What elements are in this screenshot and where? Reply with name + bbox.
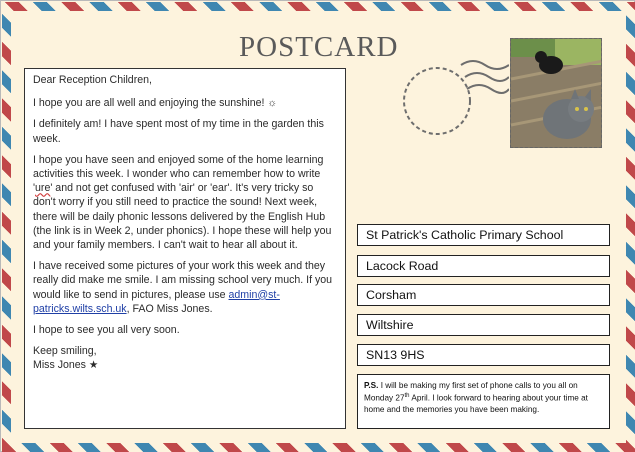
letter-greeting: Dear Reception Children, (33, 74, 152, 86)
letter-paragraph-2: I definitely am! I have spent most of my time in the garden this week. (33, 118, 324, 145)
ps-label: P.S. (364, 381, 379, 390)
letter-paragraph-1: I hope you are all well and enjoying the sunshine! ☼ (33, 97, 278, 110)
cats-photo-icon (511, 39, 602, 148)
address-line-street[interactable]: Lacock Road (357, 255, 610, 277)
ps-date-suffix: th (404, 393, 410, 400)
spelling-flag-ure: ure (35, 182, 51, 195)
ps-text-start: I will be making my first set of phone calls to you all on Monday 27 (364, 381, 578, 403)
letter-textbox[interactable] (24, 68, 346, 429)
postmark-icon (399, 45, 509, 145)
address-line-school[interactable]: St Patrick's Catholic Primary School (357, 224, 610, 246)
letter-paragraph-4-end: , FAO Miss Jones. (126, 302, 213, 315)
address-line-county[interactable]: Wiltshire (357, 314, 610, 336)
letter-signature: Miss Jones ★ (33, 359, 99, 372)
postcard-title: POSTCARD (239, 31, 399, 63)
ps-text-end: April. I look forward to hearing about your time at home and the memories you have been making. (364, 393, 588, 415)
letter-paragraph-3-start: I hope you have seen and enjoyed some of the home learning activities this week. I wonder who can remember how to write ' (33, 153, 324, 195)
letter-paragraph-5: I hope to see you all very soon. (33, 324, 180, 337)
letter-signoff: Keep smiling, (33, 345, 97, 358)
letter-paragraph-4-start: I have received some pictures of your work this week and they really did make me smile. I am missing school very much. If you would like to send in pictures, please use (33, 260, 333, 301)
email-link[interactable]: admin@st-patricks.wilts.sch.uk (33, 288, 280, 315)
address-line-town[interactable]: Corsham (357, 284, 610, 306)
address-line-postcode[interactable]: SN13 9HS (357, 344, 610, 366)
letter-paragraph-3 (33, 153, 337, 252)
stamp-photo (510, 38, 602, 148)
letter-paragraph-4 (33, 259, 337, 316)
ps-note[interactable] (357, 374, 610, 429)
letter-paragraph-3-end: ' and not get confused with 'air' or 'ear'. It's very tricky so don't worry if you still need to practice the sound! Next week, there will be daily phonic lessons delivered by the English Hub (the link is in Week 2, under phonics). I hope these will help you and your family members. I can't wait to hear all about it. (33, 182, 332, 252)
